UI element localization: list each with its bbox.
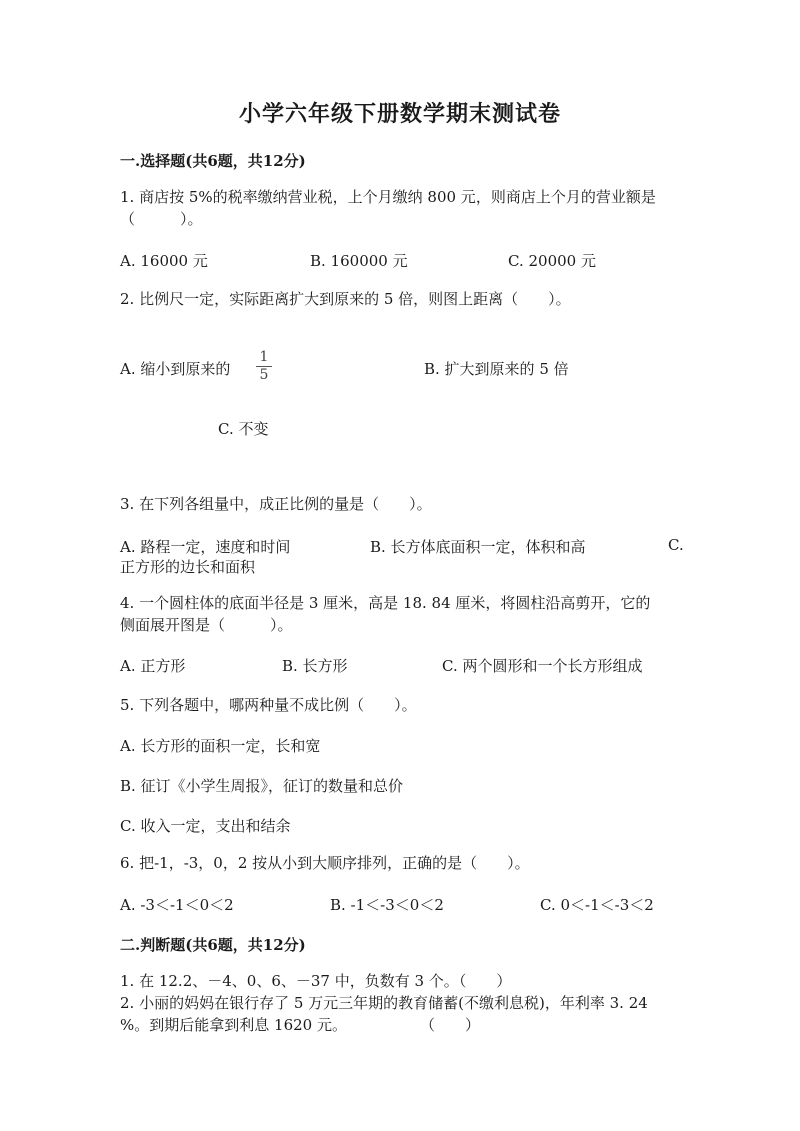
question-6-option-c: C. 0＜-1＜-3＜2 [540, 896, 654, 914]
fraction-numerator: 1 [259, 349, 269, 365]
fraction-one-fifth [256, 350, 272, 383]
question-6-option-a: A. -3＜-1＜0＜2 [120, 896, 234, 914]
question-4-option-a: A. 正方形 [120, 657, 186, 675]
question-6-option-b: B. -1＜-3＜0＜2 [330, 896, 444, 914]
question-1-stem-cont: （ ）。 [120, 210, 203, 228]
question-4-stem: 4. 一个圆柱体的底面半径是 3 厘米，高是 18. 84 厘米，将圆柱沿高剪开，它的 [120, 594, 651, 612]
question-5-option-b: B. 征订《小学生周报》，征订的数量和总价 [120, 777, 404, 795]
question-3-option-c-text: 正方形的边长和面积 [120, 558, 256, 576]
question-3-option-b: B. 长方体底面积一定，体积和高 [370, 538, 586, 556]
question-1-option-b: B. 160000 元 [310, 252, 408, 270]
question-1-stem: 1. 商店按 5%的税率缴纳营业税，上个月缴纳 800 元，则商店上个月的营业额是 [120, 188, 656, 206]
question-1-option-c: C. 20000 元 [508, 252, 596, 270]
judgement-2-bracket: （ ） [420, 1016, 481, 1034]
question-5-stem: 5. 下列各题中，哪两种量不成比例（ ）。 [120, 696, 417, 714]
question-1-option-a: A. 16000 元 [120, 252, 208, 270]
section-heading-judgement: 二.判断题(共6题，共12分) [120, 936, 306, 954]
question-4-option-b: B. 长方形 [282, 657, 348, 675]
question-2-option-a: A. 缩小到原来的 [120, 360, 231, 378]
fraction-denominator: 5 [259, 367, 269, 383]
question-3-stem: 3. 在下列各组量中，成正比例的量是（ ）。 [120, 495, 432, 513]
judgement-2: 2. 小丽的妈妈在银行存了 5 万元三年期的教育储蓄(不缴利息税)，年利率 3. 24 [120, 994, 648, 1012]
question-5-option-c: C. 收入一定，支出和结余 [120, 817, 291, 835]
question-6-stem: 6. 把-1，-3，0，2 按从小到大顺序排列，正确的是（ ）。 [120, 854, 530, 872]
question-2-option-c: C. 不变 [218, 420, 269, 438]
judgement-2-cont: %。到期后能拿到利息 1620 元。 [120, 1016, 347, 1034]
question-4-option-c: C. 两个圆形和一个长方形组成 [442, 657, 643, 675]
question-3-option-a: A. 路程一定，速度和时间 [120, 538, 291, 556]
page-title: 小学六年级下册数学期末测试卷 [238, 101, 561, 127]
judgement-1: 1. 在 12.2、－4、0、6、－37 中，负数有 3 个。（ ） [120, 972, 512, 990]
question-3-option-c-label: C. [668, 536, 684, 554]
section-heading-choice: 一.选择题(共6题，共12分) [120, 152, 306, 170]
question-2-stem: 2. 比例尺一定，实际距离扩大到原来的 5 倍，则图上距离（ ）。 [120, 290, 571, 308]
question-2-option-b: B. 扩大到原来的 5 倍 [424, 360, 569, 378]
question-4-stem-cont: 侧面展开图是（ ）。 [120, 616, 293, 634]
question-5-option-a: A. 长方形的面积一定，长和宽 [120, 737, 321, 755]
